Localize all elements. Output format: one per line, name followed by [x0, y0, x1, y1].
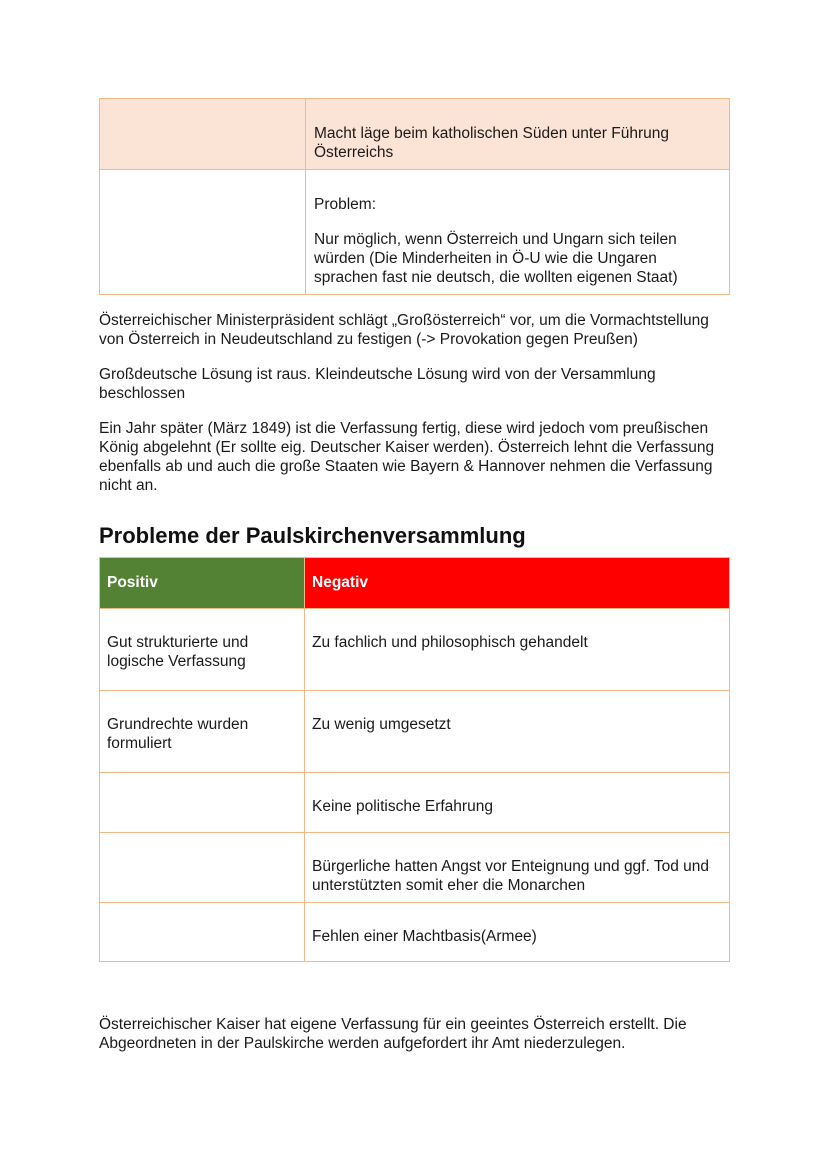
paragraph-kleindeutsch: Großdeutsche Lösung ist raus. Kleindeutsche Lösung wird von der Versammlung beschlossen — [99, 366, 656, 402]
table-row — [100, 609, 730, 691]
positive-cell — [100, 773, 305, 833]
table-row — [100, 170, 730, 295]
table-cell-empty — [100, 170, 306, 295]
paragraph-verfassung: Ein Jahr später (März 1849) ist die Verfassung fertig, diese wird jedoch vom preußischen König abgelehnt (Er sollte eig. Deutscher Kaiser werden). Österreich lehnt die Verfassung ebenfalls ab und auch die große Staaten wie Bayern & Hannover nehmen die Verfassung nicht an. — [99, 420, 715, 494]
negative-cell — [305, 691, 730, 773]
pros-cons-table — [99, 557, 730, 962]
negative-cell — [305, 773, 730, 833]
positive-cell — [100, 609, 305, 691]
cell-text: Macht läge beim katholischen Süden unter Führung Österreichs — [314, 125, 669, 161]
cell-text: Grundrechte wurden formuliert — [107, 716, 249, 752]
table-row — [100, 833, 730, 903]
table-header-row — [100, 558, 730, 609]
cell-text: Fehlen einer Machtbasis(Armee) — [312, 928, 537, 945]
cell-text: Zu wenig umgesetzt — [312, 716, 451, 733]
table-cell — [306, 99, 730, 170]
table-cell-empty — [100, 99, 306, 170]
table-row — [100, 99, 730, 170]
paragraph-grossoesterreich: Österreichischer Ministerpräsident schlägt „Großösterreich“ vor, um die Vormachtstellung von Österreich in Neudeutschland zu festigen (-> Provokation gegen Preußen) — [99, 312, 709, 348]
table-row — [100, 691, 730, 773]
problem-text: Nur möglich, wenn Österreich und Ungarn sich teilen würden (Die Minderheiten in Ö-U wie die Ungaren sprachen fast nie deutsch, die wollten eigenen Staat) — [314, 231, 678, 286]
table-row — [100, 903, 730, 962]
cell-text: Keine politische Erfahrung — [312, 798, 493, 815]
problem-label: Problem: — [314, 196, 377, 213]
paragraph-kaiser: Österreichischer Kaiser hat eigene Verfassung für ein geeintes Österreich erstellt. Die Abgeordneten in der Paulskirche werden aufgefordert ihr Amt niederzulegen. — [99, 1016, 687, 1052]
positive-cell — [100, 833, 305, 903]
positive-cell — [100, 903, 305, 962]
header-positive: Positiv — [100, 558, 305, 609]
header-negative: Negativ — [305, 558, 730, 609]
proposal-table — [99, 98, 730, 295]
table-cell — [306, 170, 730, 295]
negative-cell — [305, 833, 730, 903]
negative-cell — [305, 609, 730, 691]
document-page — [99, 98, 730, 1053]
positive-cell — [100, 691, 305, 773]
table-row — [100, 773, 730, 833]
negative-cell — [305, 903, 730, 962]
section-heading: Probleme der Paulskirchenversammlung — [99, 523, 526, 548]
cell-text: Zu fachlich und philosophisch gehandelt — [312, 634, 588, 651]
cell-text: Bürgerliche hatten Angst vor Enteignung und ggf. Tod und unterstützten somit eher die Monarchen — [312, 858, 709, 894]
cell-text: Gut strukturierte und logische Verfassung — [107, 634, 249, 670]
